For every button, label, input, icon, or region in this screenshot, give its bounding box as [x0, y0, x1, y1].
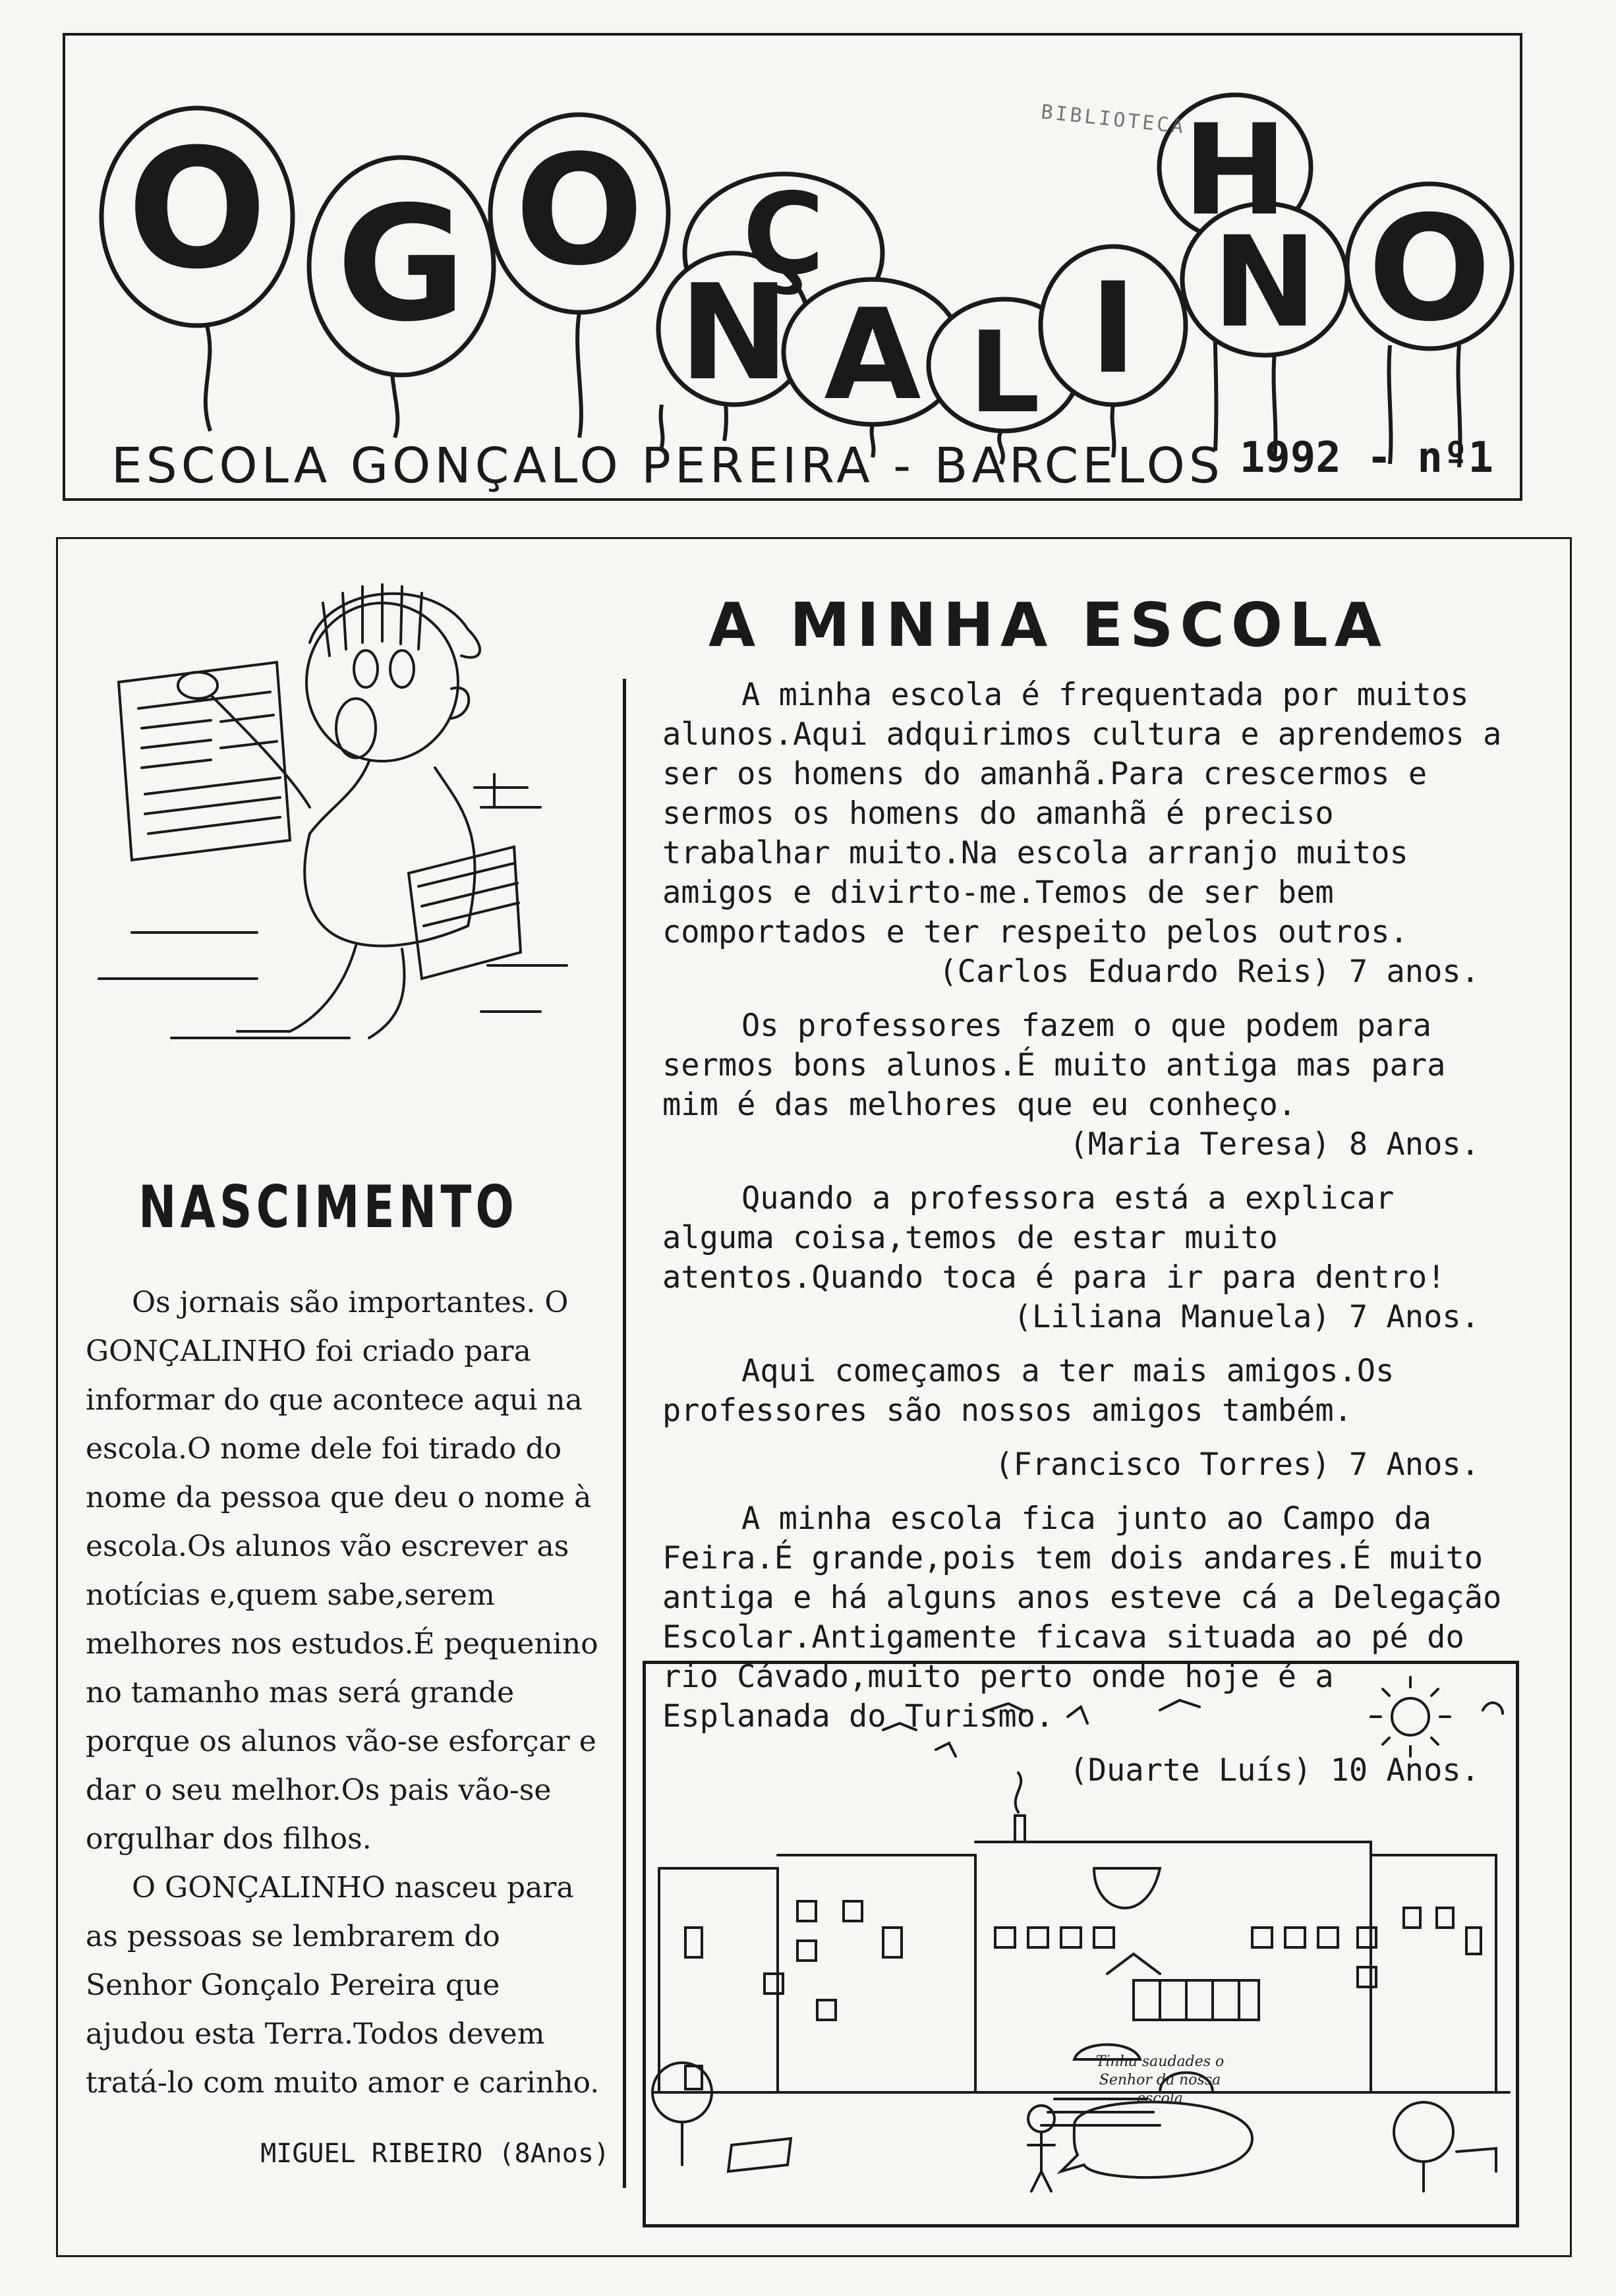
school-drawing [643, 1661, 1519, 2227]
entry-text: Os professores fazem o que podem para sermos bons alunos.É muito antiga mas para mim é das melhores que eu conheço. [662, 1008, 1446, 1123]
school-subtitle: ESCOLA GONÇALO PEREIRA - BARCELOS [111, 438, 1224, 494]
entry-author: (Carlos Eduardo Reis) 7 anos. [938, 954, 1480, 990]
nascimento-author: MIGUEL RIBEIRO (8Anos) [260, 2138, 610, 2169]
school-building-drawing [646, 1664, 1516, 2224]
library-stamp: BIBLIOTECA [1039, 100, 1187, 139]
entry-author: (Maria Teresa) 8 Anos. [1069, 1126, 1480, 1162]
nascimento-paragraph-1: Os jornais são importantes. O GONÇALINHO foi criado para informar do que acontece aqui na escola.O nome dele foi tirado do nome da pessoa que deu o nome à escola.Os alunos vão escrever as notícias e,quem sabe,serem melhores nos estudos.É pequenino no tamanho mas será grande porque os alunos vão-se esforçar e dar o seu melhor.Os pais vão-se orgulhar dos filhos. [86, 1286, 598, 1856]
minha-escola-title: A MINHA ESCOLA [708, 590, 1388, 660]
masthead [63, 33, 1522, 501]
balloon-letter: A [824, 282, 921, 428]
balloon-letter: O [127, 113, 268, 305]
balloon-letter: L [968, 308, 1041, 438]
balloon-letter: N [1212, 210, 1317, 355]
nascimento-article [86, 1278, 606, 2108]
balloon-letter: O [515, 123, 644, 299]
entry-text: A minha escola fica junto ao Campo da Feira.É grande,pois tem dois andares.É muito antiga e há alguns anos esteve cá a Delegação Escolar.Antigamente ficava situada ao pé do rio Cávado,muito perto onde hoje é a Esplanada do Turismo. [662, 1501, 1502, 1735]
entry-text: Quando a professora está a explicar alguma coisa,temos de estar muito atentos.Quando toca é para ir para dentro! [662, 1180, 1446, 1296]
balloon-letter: N [679, 256, 790, 410]
entry-author: (Francisco Torres) 7 Anos. [995, 1447, 1480, 1483]
nascimento-title: NASCIMENTO [138, 1173, 519, 1241]
minha-escola-article [662, 675, 1519, 1791]
column-divider [623, 679, 626, 2188]
issue-number: 1992 - nº1 [1239, 434, 1493, 482]
balloon-letter: I [1089, 256, 1137, 401]
sun-icon [1392, 1698, 1429, 1735]
entry-text: A minha escola é frequentada por muitos alunos.Aqui adquirimos cultura e aprendemos a ser os homens do amanhã.Para crescermos e sermos os homens do amanhã é preciso trabalhar muito.Na escola arranjo muitos amigos e divirto-me.Temos de ser bem comportados e ter respeito pelos outros. [662, 677, 1502, 950]
entry-author: (Duarte Luís) 10 Anos. [1069, 1752, 1480, 1789]
balloon-letter: O [1368, 185, 1491, 353]
balloon-letter: H [1182, 98, 1288, 243]
newsboy-illustration [92, 557, 620, 1077]
entry-text: Aqui começamos a ter mais amigos.Os professores são nossos amigos também. [662, 1353, 1395, 1429]
entry-author: (Liliana Manuela) 7 Anos. [1013, 1299, 1480, 1335]
balloon-letter: G [336, 172, 467, 357]
drawing-speech-bubble: Tinha saudades o Senhor da nossa escola [1095, 2053, 1225, 2107]
nascimento-paragraph-2: O GONÇALINHO nasceu para as pessoas se lembrarem do Senhor Gonçalo Pereira que ajudou esta Terra.Todos devem tratá-lo com muito amor e carinho. [86, 1871, 600, 2100]
balloon-letter: Ç [742, 169, 825, 300]
